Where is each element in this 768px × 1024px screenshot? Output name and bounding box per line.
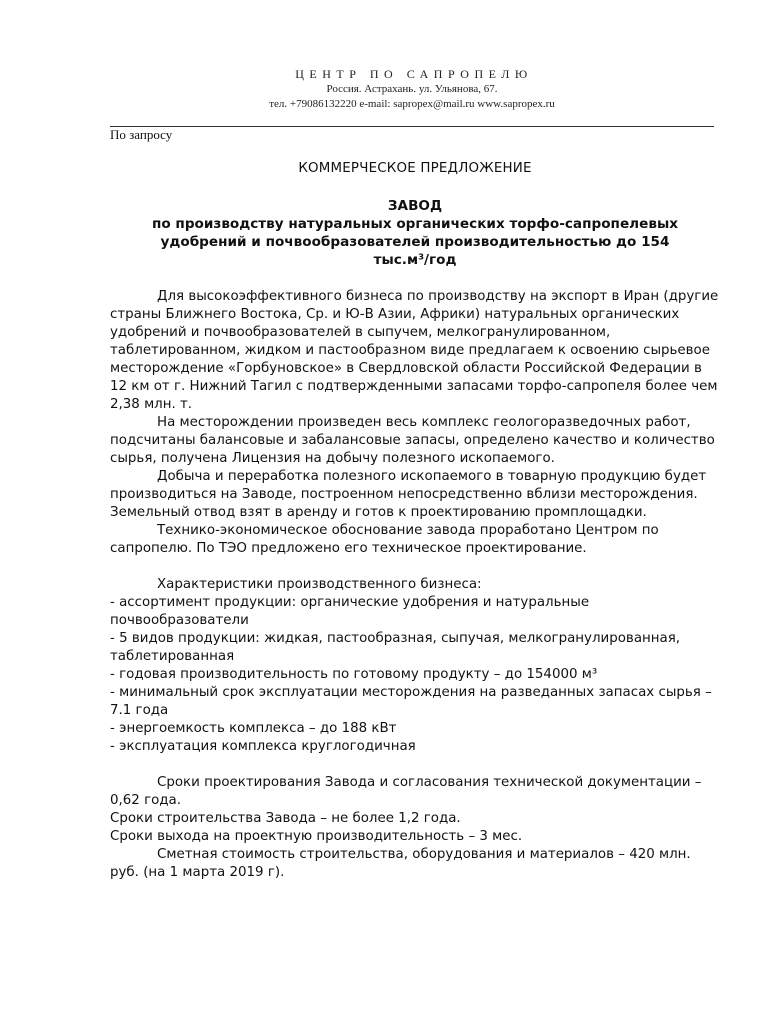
document-heading: [110, 197, 720, 269]
characteristics-item: - 5 видов продукции: жидкая, пастообразная, сыпучая, мелкогранулированная, таблетированная: [110, 631, 681, 664]
characteristics-section: [110, 576, 720, 756]
characteristics-item: - эксплуатация комплекса круглогодичная: [110, 739, 416, 754]
paragraph-exploration: На месторождении произведен весь комплекс геологоразведочных работ, подсчитаны балансовые и забалансовые запасы, определено качество и количество сырья, получена Лицензия на добычу полезного ископаемого.: [110, 415, 715, 466]
characteristics-item: - ассортимент продукции: органические удобрения и натуральные почвообразователи: [110, 595, 590, 628]
request-label: По запросу: [110, 127, 173, 142]
heading-line-2: по производству натуральных органических торфо-сапропелевых: [151, 216, 679, 232]
characteristics-item: - энергоемкость комплекса – до 188 кВт: [110, 721, 397, 736]
heading-line-1: ЗАВОД: [387, 198, 443, 214]
heading-line-3: удобрений и почвообразователей производительностью до 154: [160, 234, 670, 250]
paragraph-production: Добыча и переработка полезного ископаемого в товарную продукцию будет производиться на Заводе, построенном непосредственно вблизи месторождения. Земельный отвод взят в аренду и готов к проектированию промплощадки.: [110, 469, 707, 520]
letterhead-address: Россия. Астрахань. ул. Ульянова, 67.: [326, 83, 498, 95]
paragraph-intro: Для высокоэффективного бизнеса по производству на экспорт в Иран (другие страны Ближнего Востока, Ср. и Ю-В Азии, Африки) натуральных органических удобрений и почвообразователей в сыпучем, мелкогранулированном, таблетированном, жидком и пастообразном виде предлагаем к освоению сырьевое месторождение «Горбуновское» в Свердловской области Российской Федерации в 12 км от г. Нижний Тагил с подтвержденными запасами торфо-сапропеля более чем 2,38 млн. т.: [110, 289, 719, 412]
timeline-construction: Сроки строительства Завода – не более 1,2 года.: [110, 811, 461, 826]
letterhead-divider: [110, 126, 714, 127]
heading-line-4: тыс.м³/год: [373, 252, 457, 268]
characteristics-title: Характеристики производственного бизнеса:: [157, 577, 482, 592]
paragraph-feasibility: Технико-экономическое обоснование завода проработано Центром по сапропелю. По ТЭО предложено его техническое проектирование.: [110, 523, 659, 556]
document-body: [110, 160, 720, 882]
spacer: [110, 558, 720, 576]
characteristics-item: - годовая производительность по готовому продукту – до 154000 м³: [110, 667, 598, 682]
letterhead-org-name: ЦЕНТР ПО САПРОПЕЛЮ: [295, 67, 533, 81]
timeline-ramp-up: Сроки выхода на проектную производительность – 3 мес.: [110, 829, 523, 844]
spacer: [110, 269, 720, 288]
timeline-section: [110, 774, 720, 882]
letterhead-contacts: тел. +79086132220 e-mail: sapropex@mail.ru www.sapropex.ru: [269, 98, 555, 110]
letterhead: [110, 66, 714, 112]
characteristics-item: - минимальный срок эксплуатации месторождения на разведанных запасах сырья – 7.1 года: [110, 685, 712, 718]
timeline-design: Сроки проектирования Завода и согласования технической документации – 0,62 года.: [110, 775, 702, 808]
timeline-cost: Сметная стоимость строительства, оборудования и материалов – 420 млн. руб. (на 1 марта 2019 г).: [110, 847, 691, 880]
spacer: [110, 756, 720, 774]
offer-title: КОММЕРЧЕСКОЕ ПРЕДЛОЖЕНИЕ: [298, 161, 532, 176]
spacer: [110, 178, 720, 197]
